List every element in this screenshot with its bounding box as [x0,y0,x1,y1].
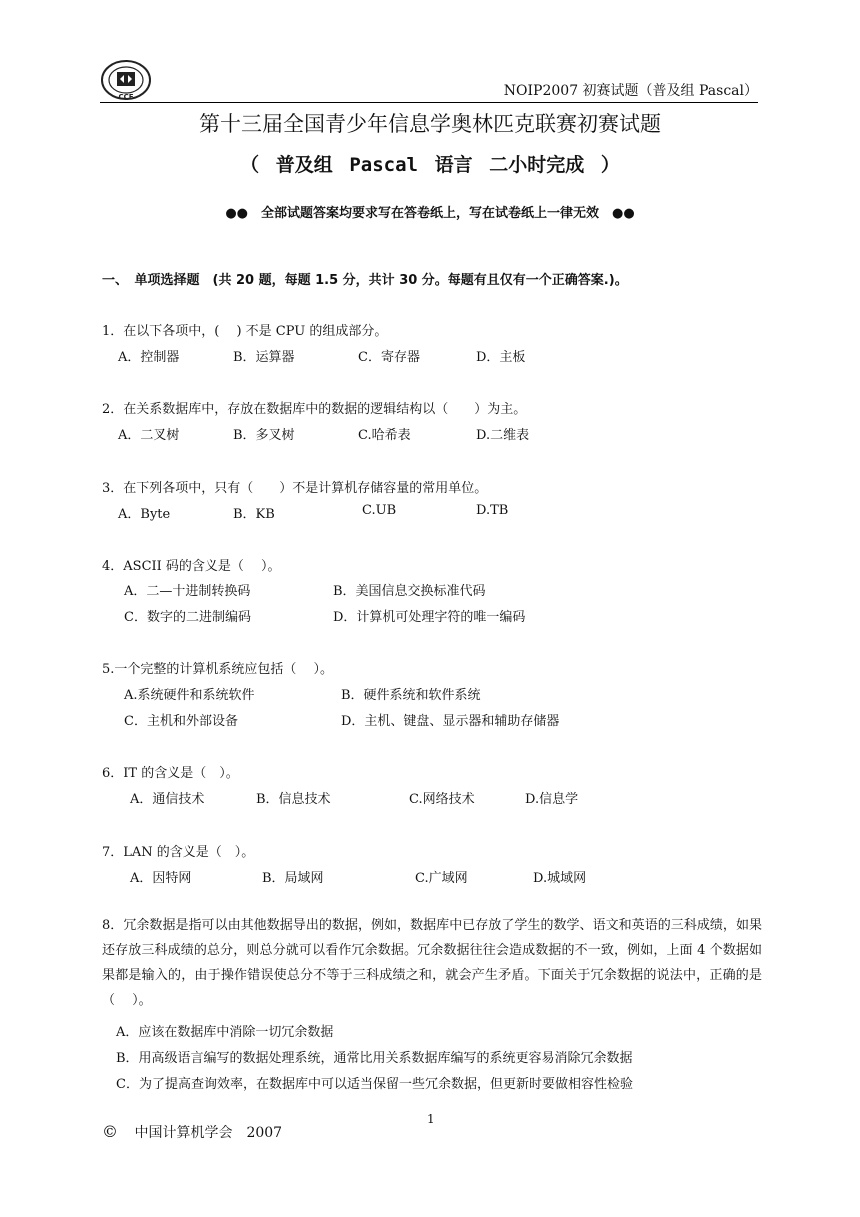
question-8-option-c: C．为了提高查询效率，在数据库中可以适当保留一些冗余数据，但更新时要做相容性检验 [116,1077,633,1092]
page-title: 第十三届全国青少年信息学奥林匹克联赛初赛试题 [199,112,661,136]
question-7-option-a: A．因特网 [130,871,192,886]
question-4-option-b: B．美国信息交换标准代码 [333,584,486,599]
copyright-symbol: © [102,1122,118,1141]
section-heading: 一、 单项选择题 (共 20 题，每题 1.5 分，共计 30 分。每题有且仅有一个正确答案.)。 [102,273,628,288]
subtitle-open: （ [240,154,260,176]
question-4-option-a: A．二—十进制转换码 [124,584,251,599]
question-4-option-c: C．数字的二进制编码 [124,610,251,625]
question-3-option-d: D.TB [476,503,509,518]
question-4-option-d: D．计算机可处理字符的唯一编码 [333,610,526,625]
question-5-option-b: B．硬件系统和软件系统 [341,688,481,703]
question-2-option-b: B．多叉树 [233,428,295,443]
question-7-option-b: B．局域网 [262,871,324,886]
question-2-option-d: D.二维表 [476,428,530,443]
question-6-option-c: C.网络技术 [409,792,475,807]
question-2-stem: 2．在关系数据库中，存放在数据库中的数据的逻辑结构以（ ）为主。 [102,402,527,417]
question-2-option-c: C.哈希表 [358,428,411,443]
header-divider [100,102,758,103]
question-8-option-b: B．用高级语言编写的数据处理系统，通常比用关系数据库编写的系统更容易消除冗余数据 [116,1051,633,1066]
question-8-option-a: A．应该在数据库中消除一切冗余数据 [116,1025,334,1040]
question-2-option-a: A．二叉树 [118,428,180,443]
question-3-stem: 3．在下列各项中，只有（ ）不是计算机存储容量的常用单位。 [102,481,488,496]
question-5-option-d: D．主机、键盘、显示器和辅助存储器 [341,714,560,729]
question-6-option-d: D.信息学 [525,792,579,807]
question-6-option-b: B．信息技术 [256,792,331,807]
subtitle-group: 普及组 [275,154,333,176]
question-8-stem: 8．冗余数据是指可以由其他数据导出的数据，例如，数据库中已存放了学生的数学、语文和英语的三科成绩，如果还存放三科成绩的总分，则总分就可以看作冗余数据。冗余数据往往会造成数据的不一致，例如，上面 4 个数据如果都是输入的，由于操作错误使总分不等于三科成绩之和，就会产生矛盾。下面关于冗余数据的说法中，正确的是（ ）。 [102,918,762,1008]
header-exam-title: NOIP2007 初赛试题（普及组 Pascal） [503,83,758,99]
subtitle-duration: 二小时完成 [489,154,585,176]
question-1-option-a: A．控制器 [118,350,180,365]
question-1-option-c: C．寄存器 [358,350,420,365]
svg-text:CCF: CCF [118,93,134,101]
question-5-option-c: C．主机和外部设备 [124,714,238,729]
subtitle-language: Pascal [349,154,418,176]
footer [102,1122,282,1142]
subtitle-language-word: 语言 [434,154,473,176]
question-3-option-b: B．KB [233,507,275,522]
question-5-option-a: A.系统硬件和系统软件 [124,688,255,703]
question-4-stem: 4．ASCII 码的含义是（ ）。 [102,559,281,574]
question-6-option-a: A．通信技术 [130,792,205,807]
page-subtitle [0,150,860,177]
page-number: 1 [427,1112,435,1126]
question-1-option-b: B．运算器 [233,350,295,365]
question-7-option-c: C.广域网 [415,871,468,886]
question-1-stem: 1．在以下各项中，( ) 不是 CPU 的组成部分。 [102,324,388,339]
footer-org: 中国计算机学会 2007 [134,1125,283,1141]
question-1-option-d: D．主板 [476,350,526,365]
answer-notice: ●● 全部试题答案均要求写在答卷纸上，写在试卷纸上一律无效 ●● [225,206,635,221]
question-3-option-a: A．Byte [118,507,171,522]
question-5-stem: 5.一个完整的计算机系统应包括（ ）。 [102,662,334,677]
question-7-option-d: D.城域网 [533,871,587,886]
question-7-stem: 7．LAN 的含义是（ ）。 [102,845,255,860]
question-3-option-c: C.UB [362,503,397,518]
question-6-stem: 6．IT 的含义是（ ）。 [102,766,239,781]
subtitle-close: ） [600,154,620,176]
ccf-logo [100,58,152,102]
